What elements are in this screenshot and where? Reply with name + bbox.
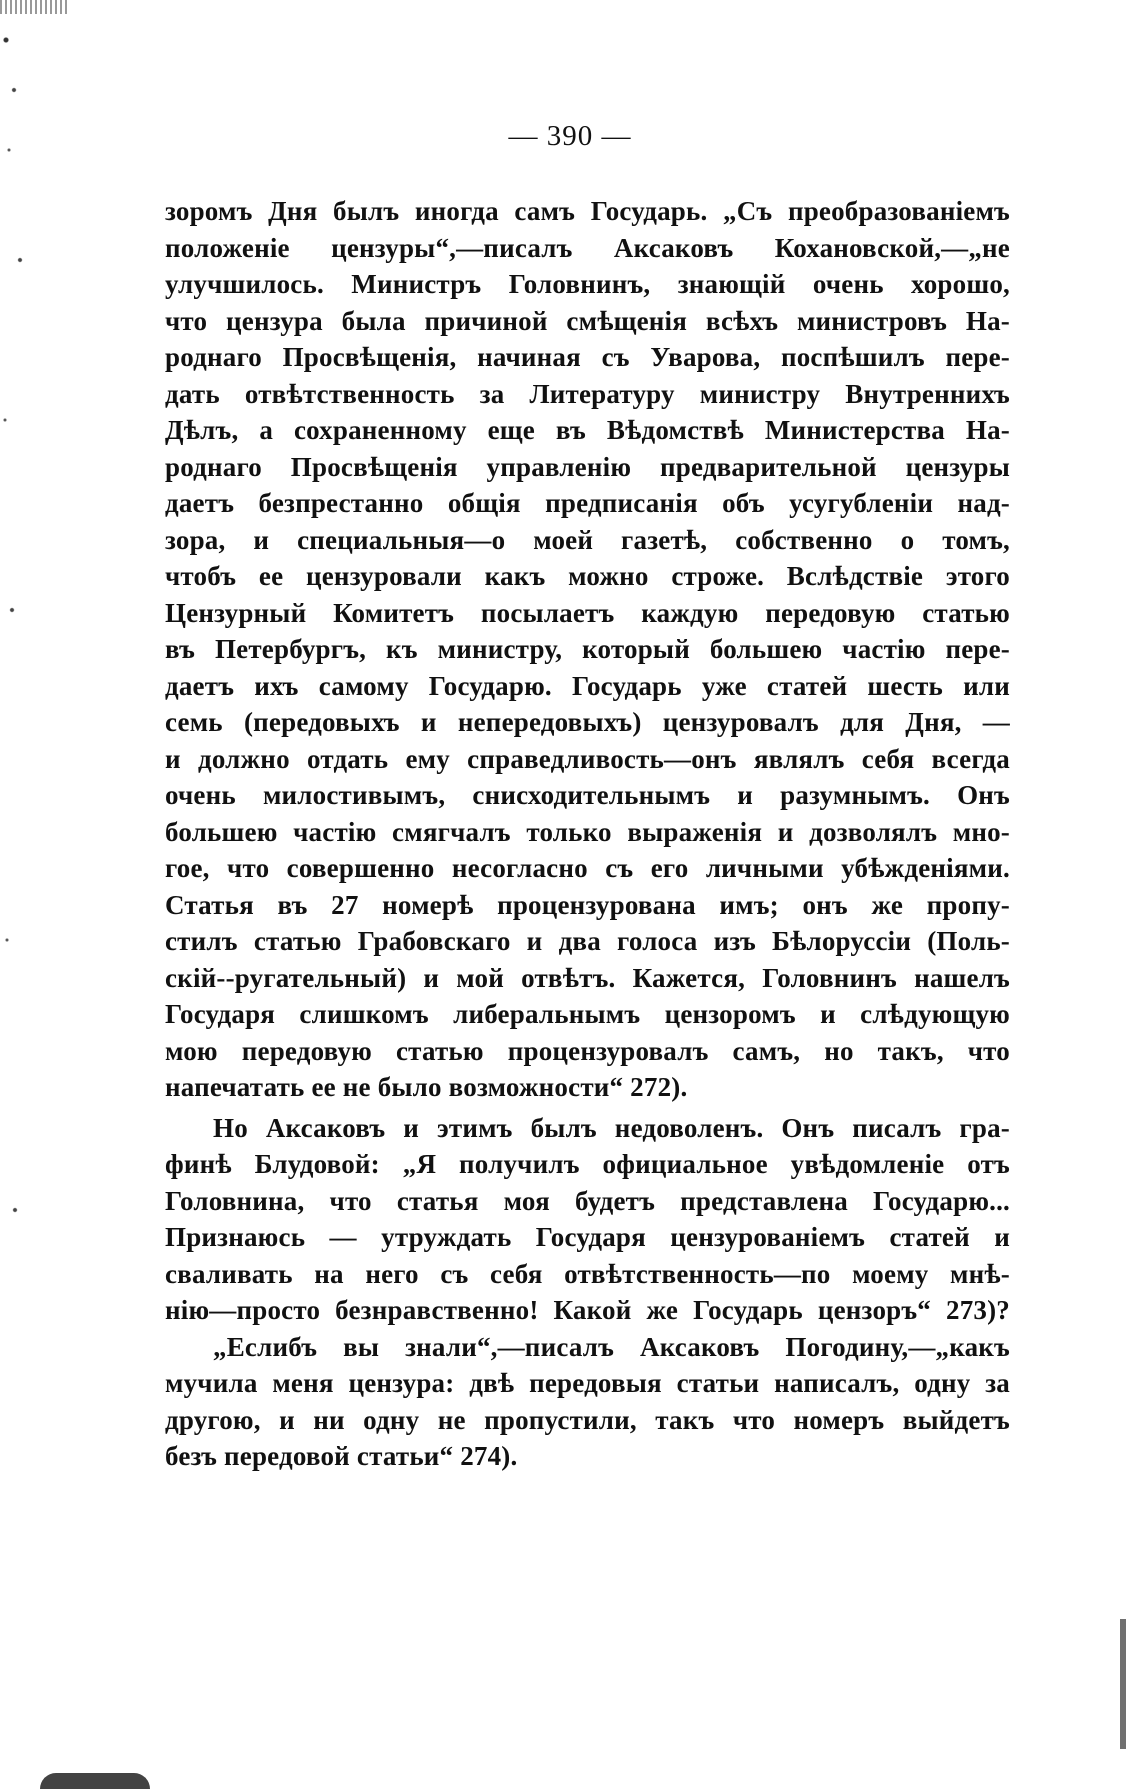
text-line: дать отвѣтственность за Литературу министру Внутреннихъ xyxy=(165,378,1010,409)
text-line: зора, и специальныя—о моей газетѣ, собственно о томъ, xyxy=(165,524,1010,555)
scan-corner-artifact xyxy=(0,0,70,14)
text-line: зоромъ Дня былъ иногда самъ Государь. „Съ преобразованіемъ xyxy=(165,196,1010,226)
text-line: большею частію смягчалъ только выраженія и дозволялъ мно- xyxy=(165,816,1010,847)
text-line: даетъ безпрестанно общія предписанія объ усугубленіи над- xyxy=(165,488,1010,518)
text-line: Головнина, что статья моя будетъ представлена Государю... xyxy=(165,1185,1010,1216)
text-line: мучила меня цензура: двѣ передовыя статьи написалъ, одну за xyxy=(165,1368,1010,1398)
text-line: улучшилось. Министръ Головнинъ, знающій очень хорошо, xyxy=(165,269,1010,299)
text-line: другою, и ни одну не пропустили, такъ что номеръ выйдетъ xyxy=(165,1404,1010,1435)
text-line: „Еслибъ вы знали“,—писалъ Аксаковъ Погодину,—„какъ xyxy=(213,1331,1010,1362)
text-line: Дѣлъ, а сохраненному еще въ Вѣдомствѣ Министерства На- xyxy=(165,415,1010,445)
text-line: Но Аксаковъ и этимъ былъ недоволенъ. Онъ писалъ гра- xyxy=(213,1112,1010,1143)
text-line: чтобъ ее цензуровали какъ можно строже. Вслѣдствіе этого xyxy=(165,561,1010,591)
text-line: положеніе цензуры“,—писалъ Аксаковъ Кохановской,—„не xyxy=(165,232,1010,263)
text-line: Признаюсь — утруждать Государя цензурованіемъ статей и xyxy=(165,1222,1010,1252)
text-line: безъ передовой статьи“ 274). xyxy=(165,1441,518,1471)
text-line: Государя слишкомъ либеральнымъ цензоромъ и слѣдующую xyxy=(165,999,1010,1029)
page-text xyxy=(165,193,1010,1475)
text-line: что цензура была причиной смѣщенія всѣхъ министровъ На- xyxy=(165,305,1010,336)
scan-bottom-artifact xyxy=(40,1773,150,1789)
text-line: стилъ статью Грабовскаго и два голоса изъ Бѣлоруссіи (Поль- xyxy=(165,926,1010,956)
text-line: финѣ Блудовой: „Я получилъ официальное увѣдомленіе отъ xyxy=(165,1149,1010,1179)
text-line: Статья въ 27 номерѣ процензурована имъ; онъ же пропу- xyxy=(165,889,1010,920)
text-line: Цензурный Комитетъ посылаетъ каждую передовую статью xyxy=(165,597,1010,628)
text-line: нію—просто безнравственно! Какой же Государь цензоръ“ 273)? xyxy=(165,1295,1010,1325)
text-line: семь (передовыхъ и непередовыхъ) цензуровалъ для Дня, — xyxy=(165,707,1010,737)
text-line: очень милостивымъ, снисходительнымъ и разумнымъ. Онъ xyxy=(165,780,1010,810)
text-line: роднаго Просвѣщенія управленію предварительной цензуры xyxy=(165,451,1010,482)
scan-edge-artifact xyxy=(0,0,38,1789)
text-line: напечатать ее не было возможности“ 272). xyxy=(165,1072,688,1102)
text-line: гое, что совершенно несогласно съ его личными убѣжденіями. xyxy=(165,853,1010,883)
text-line: роднаго Просвѣщенія, начиная съ Уварова, поспѣшилъ пере- xyxy=(165,342,1010,372)
text-line: сваливать на него съ себя отвѣтственность—по моему мнѣ- xyxy=(165,1258,1010,1289)
text-line: мою передовую статью процензуровалъ самъ, но такъ, что xyxy=(165,1035,1010,1066)
text-line: и должно отдать ему справедливость—онъ являлъ себя всегда xyxy=(165,743,1010,774)
text-line: скій--ругательный) и мой отвѣтъ. Кажется, Головнинъ нашелъ xyxy=(165,962,1010,993)
page-number: — 390 — xyxy=(508,120,632,152)
text-line: даетъ ихъ самому Государю. Государь уже статей шесть или xyxy=(165,670,1010,701)
text-line: въ Петербургъ, къ министру, который большею частію пере- xyxy=(165,634,1010,664)
scan-right-artifact xyxy=(1120,1619,1126,1749)
